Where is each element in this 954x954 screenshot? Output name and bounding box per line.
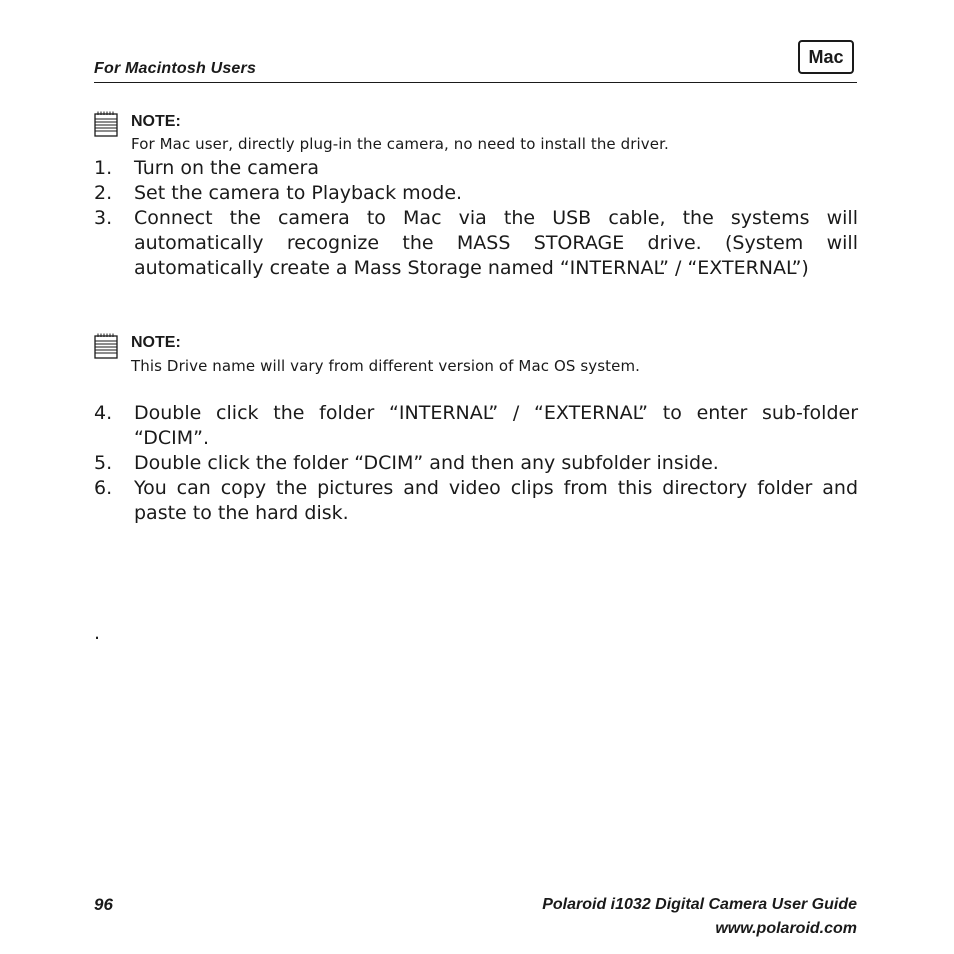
mac-badge: Mac — [798, 40, 854, 74]
steps-list-primary — [94, 156, 858, 281]
notepad-icon — [94, 111, 118, 141]
notepad-icon — [94, 333, 118, 363]
note-text: This Drive name will vary from different version of Mac OS system. — [131, 357, 641, 375]
note-label: NOTE: — [131, 334, 181, 351]
list-item: 3. Connect the camera to Mac via the USB cable, the systems will automatically recognize the MASS STORAGE drive. (System will automatically create a Mass Storage named “INTERNAL” / “EXTERNAL”) — [94, 207, 858, 279]
section-title: For Macintosh Users — [94, 60, 257, 77]
note-label: NOTE: — [131, 113, 181, 130]
list-item: 5. Double click the folder “DCIM” and then any subfolder inside. — [94, 452, 719, 474]
list-item: 2. Set the camera to Playback mode. — [94, 182, 463, 204]
list-item: 6. You can copy the pictures and video clips from this directory folder and paste to the hard disk. — [94, 477, 858, 524]
footer-guide-info — [542, 893, 857, 941]
stray-period: . — [94, 622, 101, 644]
page-number: 96 — [94, 895, 113, 914]
note-text: For Mac user, directly plug-in the camera, no need to install the driver. — [131, 135, 669, 153]
website-link[interactable]: www.polaroid.com — [715, 920, 857, 937]
list-item: 1. Turn on the camera — [94, 157, 319, 179]
steps-list-secondary — [94, 401, 858, 526]
header-divider — [94, 82, 857, 83]
guide-title: Polaroid i1032 Digital Camera User Guide — [542, 896, 857, 913]
list-item: 4. Double click the folder “INTERNAL” / “EXTERNAL” to enter sub-folder “DCIM”. — [94, 402, 858, 449]
